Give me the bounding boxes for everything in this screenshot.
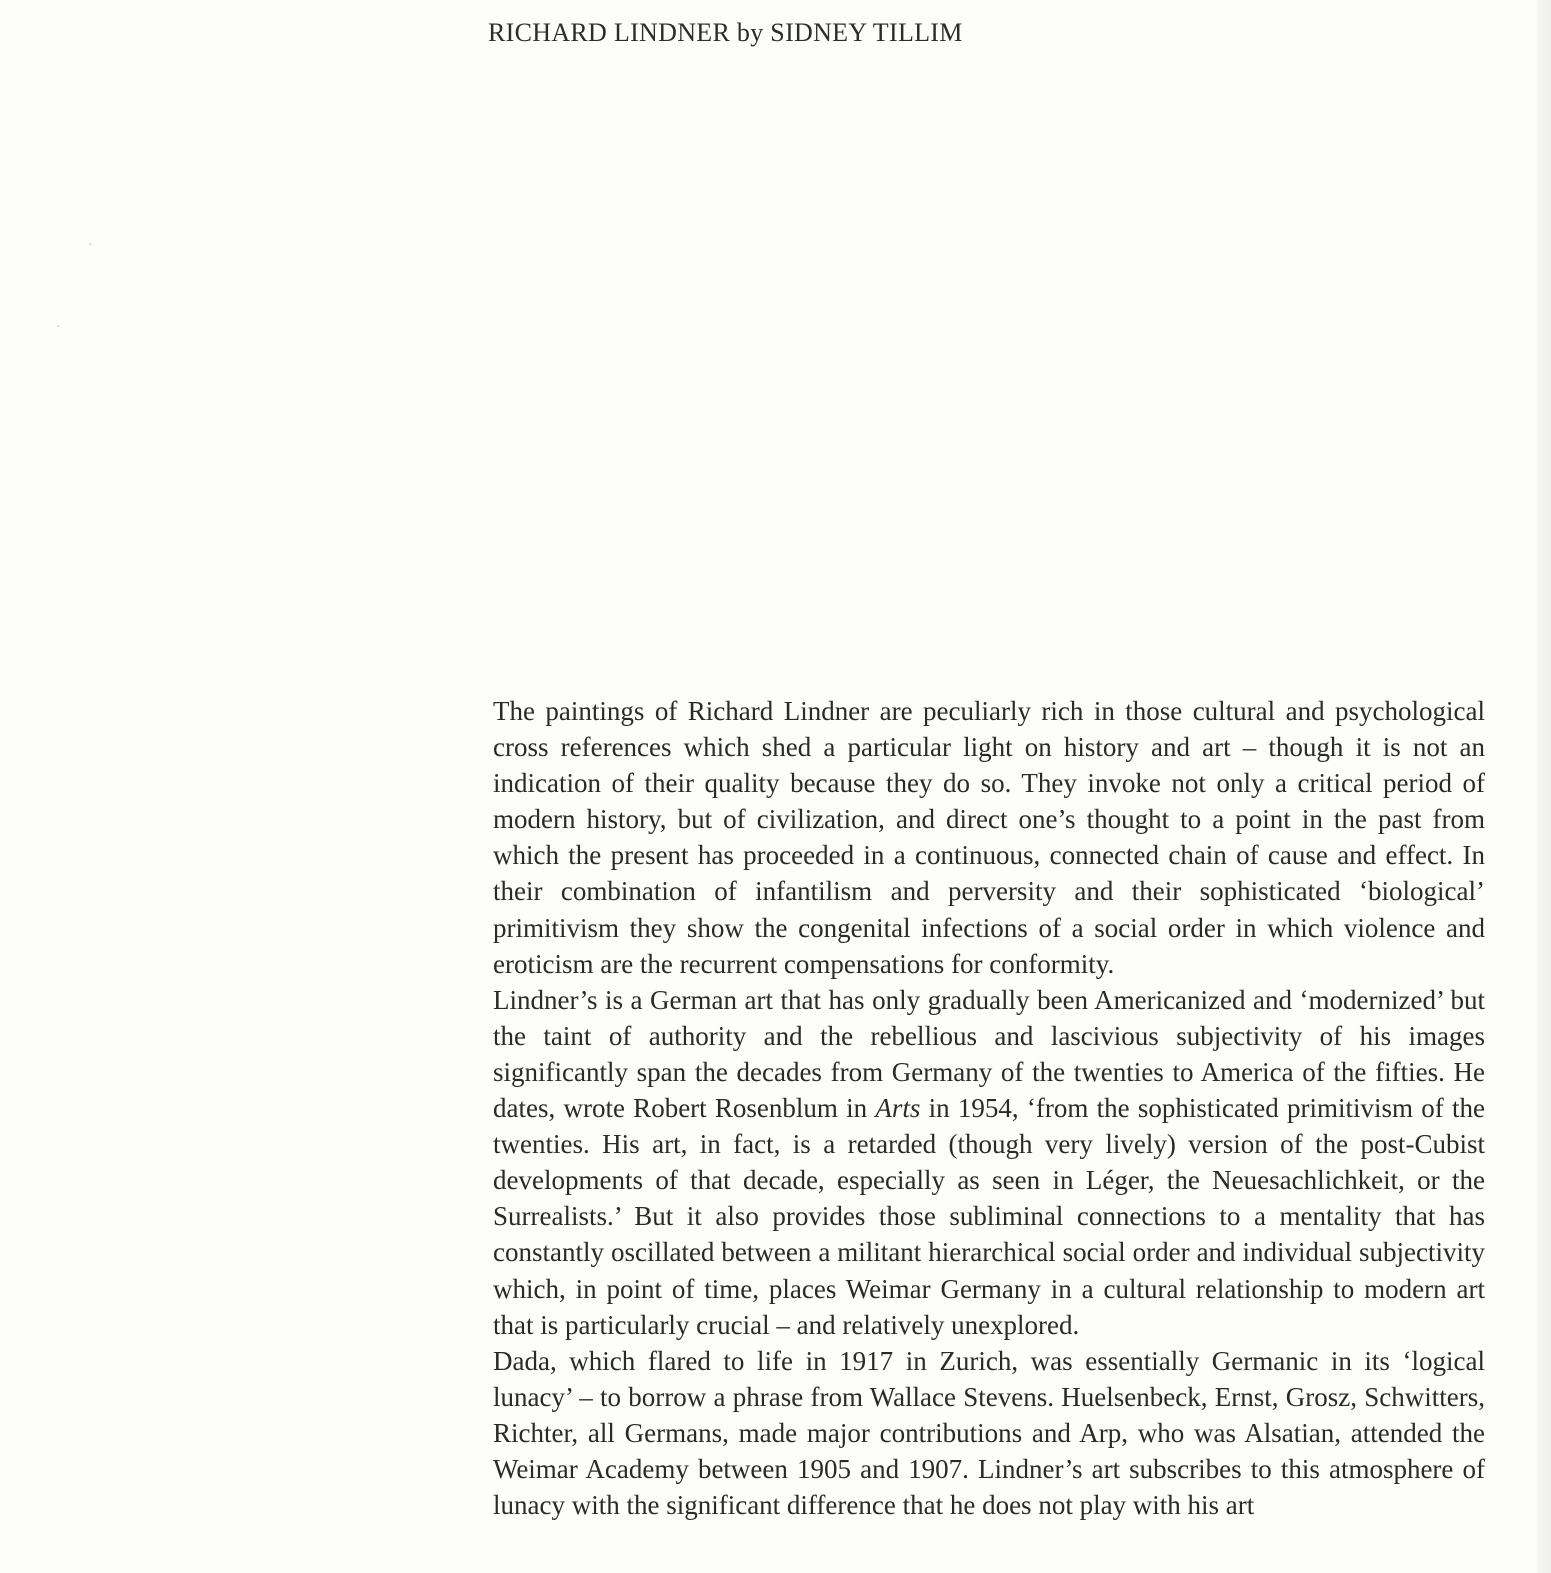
article-body	[493, 693, 1485, 1523]
paragraph-2-text-b: in 1954, ‘from the sophisticated primitivism of the twenties. His art, in fact, is a retarded (though very lively) version of the post-Cubist developments of that decade, especially as seen in Léger, the Neuesachlichkeit, or the Surrealists.’ But it also provides those subliminal connections to a mentality that has constantly oscillated between a militant hierarchical social order and individual subjectivity which, in point of time, places Weimar Germany in a cultural relationship to modern art that is particularly crucial – and relatively unexplored.	[493, 1093, 1485, 1340]
journal-title: Arts	[875, 1093, 921, 1124]
scan-speck: ·	[56, 320, 61, 335]
running-head: RICHARD LINDNER by SIDNEY TILLIM	[488, 18, 963, 47]
page-edge	[1537, 0, 1551, 1573]
paragraph-2-text-a: Lindner’s is a German art that has only gradually been Americanized and ‘modernized’ but the taint of authority and the rebellious and lascivious subjectivity of his images significantly span the decades from Germany of the twenties to America of the fifties. He dates, wrote Robert Rosenblum in	[493, 984, 1485, 1124]
paragraph-3: Dada, which flared to life in 1917 in Zurich, was essentially Germanic in its ‘logical lunacy’ – to borrow a phrase from Wallace Stevens. Huelsenbeck, Ernst, Grosz, Schwitters, Richter, all Germans, made major contributions and Arp, who was Alsatian, attended the Weimar Academy between 1905 and 1907. Lindner’s art subscribes to this atmosphere of lunacy with the significant difference that he does not play with his art	[493, 1345, 1485, 1521]
paragraph-1: The paintings of Richard Lindner are peculiarly rich in those cultural and psychological cross references which shed a particular light on history and art – though it is not an indication of their quality because they do so. They invoke not only a critical period of modern history, but of civilization, and direct one’s thought to a point in the past from which the present has proceeded in a continuous, connected chain of cause and effect. In their combination of infantilism and perversity and their sophisticated ‘biological’ primitivism they show the congenital infections of a social order in which violence and eroticism are the recurrent compensations for conformity.	[493, 696, 1485, 979]
scan-speck: ·	[88, 238, 93, 253]
paragraph-2	[493, 982, 1485, 1343]
